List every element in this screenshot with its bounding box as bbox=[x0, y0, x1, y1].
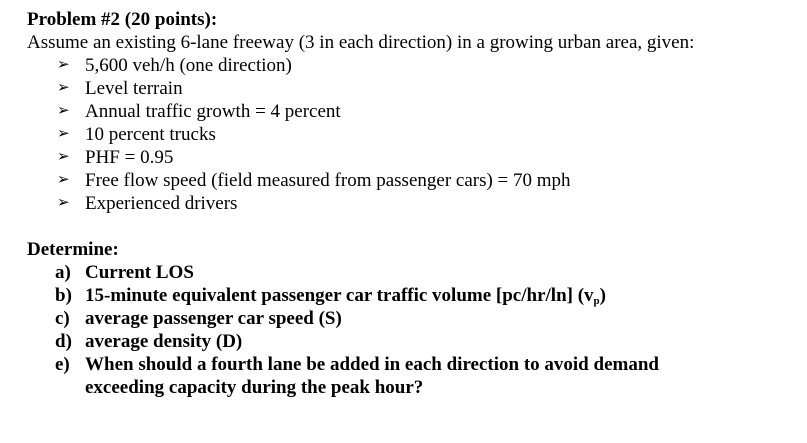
given-text: Free flow speed (field measured from passenger cars) = 70 mph bbox=[85, 170, 571, 191]
arrow-bullet-icon: ➢ bbox=[57, 80, 70, 96]
given-item bbox=[57, 54, 797, 77]
question-item bbox=[55, 284, 797, 307]
question-label: d) bbox=[55, 331, 72, 352]
question-label: c) bbox=[55, 308, 70, 329]
question-label: e) bbox=[55, 354, 70, 375]
question-text: 15-minute equivalent passenger car traffic volume [pc/hr/ln] (v bbox=[85, 285, 594, 306]
arrow-bullet-icon: ➢ bbox=[57, 126, 70, 142]
question-text: When should a fourth lane be added in each direction to avoid demand bbox=[85, 354, 659, 375]
arrow-bullet-icon: ➢ bbox=[57, 195, 70, 211]
given-item bbox=[57, 100, 797, 123]
problem-title: Problem #2 (20 points): bbox=[27, 9, 218, 30]
question-tail: ) bbox=[599, 285, 606, 306]
arrow-bullet-icon: ➢ bbox=[57, 149, 70, 165]
question-text: Current LOS bbox=[85, 262, 194, 283]
given-text: Level terrain bbox=[85, 78, 183, 99]
arrow-bullet-icon: ➢ bbox=[57, 57, 70, 73]
arrow-bullet-icon: ➢ bbox=[57, 103, 70, 119]
problem-document bbox=[27, 8, 797, 399]
given-text: Annual traffic growth = 4 percent bbox=[85, 101, 341, 122]
question-label: b) bbox=[55, 285, 72, 306]
given-item bbox=[57, 123, 797, 146]
given-item bbox=[57, 192, 797, 215]
question-text-continued: exceeding capacity during the peak hour? bbox=[85, 377, 424, 398]
given-text: 10 percent trucks bbox=[85, 124, 216, 145]
givens-list bbox=[27, 54, 797, 215]
question-item bbox=[55, 261, 797, 284]
question-label: a) bbox=[55, 262, 71, 283]
given-item bbox=[57, 169, 797, 192]
question-text: average passenger car speed (S) bbox=[85, 308, 342, 329]
given-text: 5,600 veh/h (one direction) bbox=[85, 55, 292, 76]
question-item bbox=[55, 307, 797, 330]
given-text: Experienced drivers bbox=[85, 193, 238, 214]
question-item bbox=[55, 330, 797, 353]
determine-heading: Determine: bbox=[27, 239, 119, 260]
question-item bbox=[55, 353, 797, 399]
question-subscript: p bbox=[593, 295, 600, 307]
given-item bbox=[57, 77, 797, 100]
question-text: average density (D) bbox=[85, 331, 243, 352]
given-text: PHF = 0.95 bbox=[85, 147, 174, 168]
question-list bbox=[27, 261, 797, 399]
problem-intro: Assume an existing 6-lane freeway (3 in each direction) in a growing urban area, given: bbox=[27, 32, 695, 53]
arrow-bullet-icon: ➢ bbox=[57, 172, 70, 188]
section-spacer bbox=[27, 215, 797, 238]
given-item bbox=[57, 146, 797, 169]
